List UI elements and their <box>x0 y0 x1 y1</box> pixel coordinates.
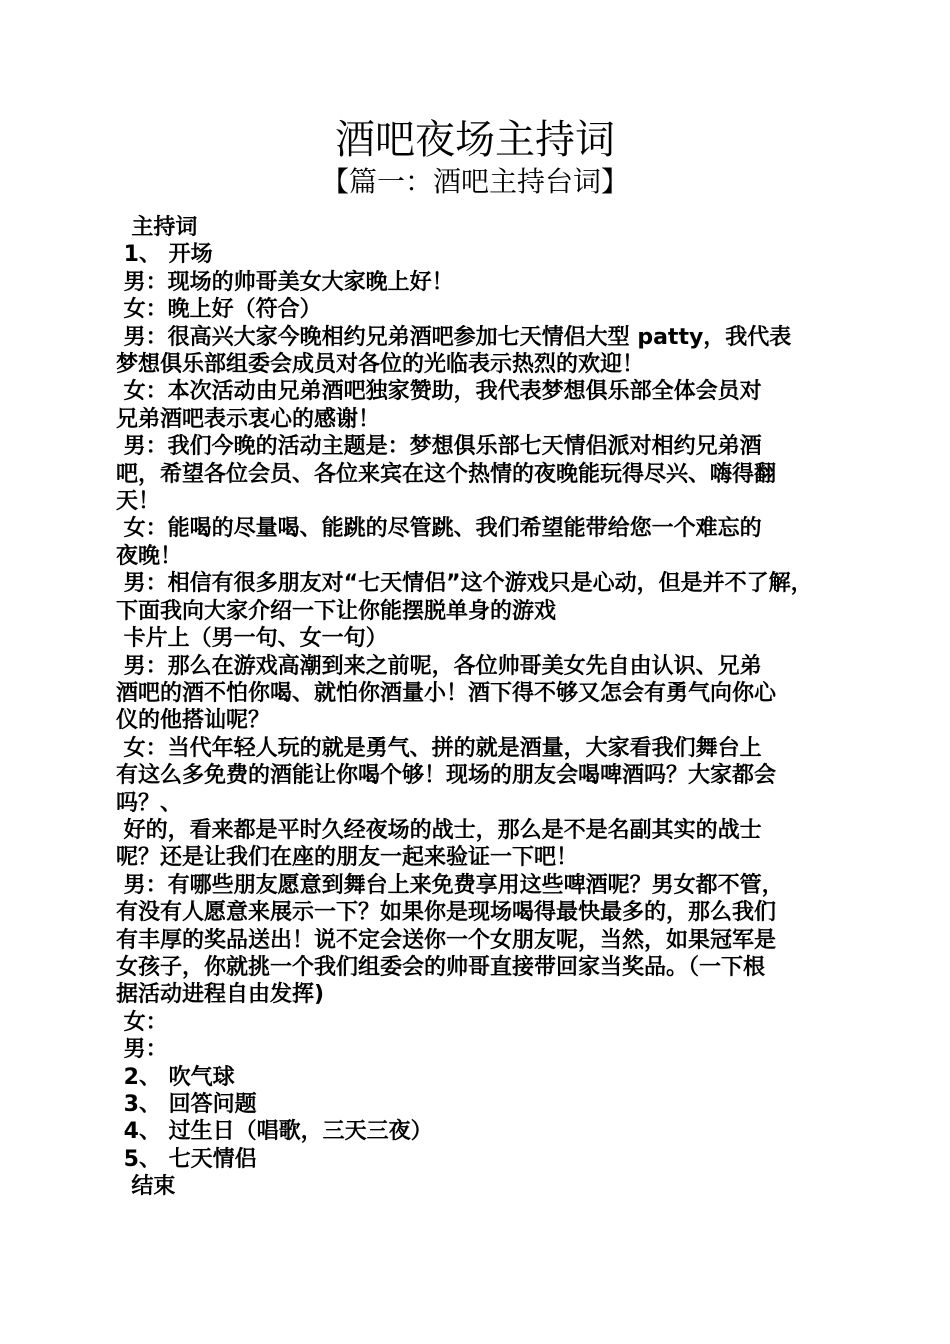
document-line: 女：本次活动由兄弟酒吧独家赞助，我代表梦想俱乐部全体会员对 <box>116 379 762 405</box>
document-body <box>116 214 840 1201</box>
document-line: 夜晚！ <box>116 543 183 569</box>
document-line: 呢？还是让我们在座的朋友一起来验证一下吧！ <box>116 845 579 871</box>
document-line: 男：很高兴大家今晚相约兄弟酒吧参加七天情侣大型 patty，我代表 <box>116 324 792 350</box>
document-line: 酒吧的酒不怕你喝、就怕你酒量小！酒下得不够又怎会有勇气向你心 <box>116 680 777 706</box>
document-line: 有这么多免费的酒能让你喝个够！现场的朋友会喝啤酒吗？大家都会 <box>116 763 777 789</box>
document-line: 兄弟酒吧表示衷心的感谢！ <box>116 406 381 432</box>
document-line: 有丰厚的奖品送出！说不定会送你一个女朋友呢，当然，如果冠军是 <box>116 927 777 953</box>
document-line: 男：有哪些朋友愿意到舞台上来免费享用这些啤酒呢？男女都不管， <box>116 872 784 898</box>
document-line: 女：当代年轻人玩的就是勇气、拼的就是酒量，大家看我们舞台上 <box>116 735 762 761</box>
document-line: 4、 过生日（唱歌，三天三夜） <box>116 1119 433 1145</box>
document-line: 女：晚上好（符合） <box>116 297 322 323</box>
document-line: 卡片上（男一句、女一句） <box>116 626 388 652</box>
document-line: 女孩子，你就挑一个我们组委会的帅哥直接带回家当奖品。（一下根 <box>116 954 766 980</box>
document-line: 男：那么在游戏高潮到来之前呢，各位帅哥美女先自由认识、兄弟 <box>116 653 762 679</box>
document-title: 酒吧夜场主持词 <box>335 117 615 163</box>
document-line: 据活动进程自由发挥) <box>116 982 325 1008</box>
document-line: 天！ <box>116 489 161 515</box>
document-line: 下面我向大家介绍一下让你能摆脱单身的游戏 <box>116 598 557 624</box>
document-line: 有没有人愿意来展示一下？如果你是现场喝得最快最多的，那么我们 <box>116 900 777 926</box>
document-line: 2、 吹气球 <box>116 1064 235 1090</box>
document-line: 女： <box>116 1009 168 1035</box>
document-line: 主持词 <box>116 215 198 240</box>
document-line: 5、 七天情侣 <box>116 1146 257 1172</box>
document-line: 男： <box>116 1037 168 1063</box>
document-line: 男：相信有很多朋友对“七天情侣”这个游戏只是心动，但是并不了解， <box>116 571 813 597</box>
document-line: 男：我们今晚的活动主题是：梦想俱乐部七天情侣派对相约兄弟酒 <box>116 434 762 460</box>
document-line: 3、 回答问题 <box>116 1092 257 1117</box>
document-line: 好的，看来都是平时久经夜场的战士，那么是不是名副其实的战士 <box>116 817 762 843</box>
document-line: 吧，希望各位会员、各位来宾在这个热情的夜晚能玩得尽兴、嗨得翻 <box>116 461 777 487</box>
document-subtitle: 【篇一：酒吧主持台词】 <box>320 165 629 198</box>
document-line: 仪的他搭讪呢？ <box>116 708 271 734</box>
document-line: 梦想俱乐部组委会成员对各位的光临表示热烈的欢迎！ <box>116 352 645 378</box>
document-line: 女：能喝的尽量喝、能跳的尽管跳、我们希望能带给您一个难忘的 <box>116 516 762 542</box>
document-line: 结束 <box>116 1174 176 1200</box>
document-line: 男：现场的帅哥美女大家晚上好！ <box>116 269 454 295</box>
document-line: 吗？、 <box>116 790 183 816</box>
document-line: 1、 开场 <box>116 242 213 268</box>
